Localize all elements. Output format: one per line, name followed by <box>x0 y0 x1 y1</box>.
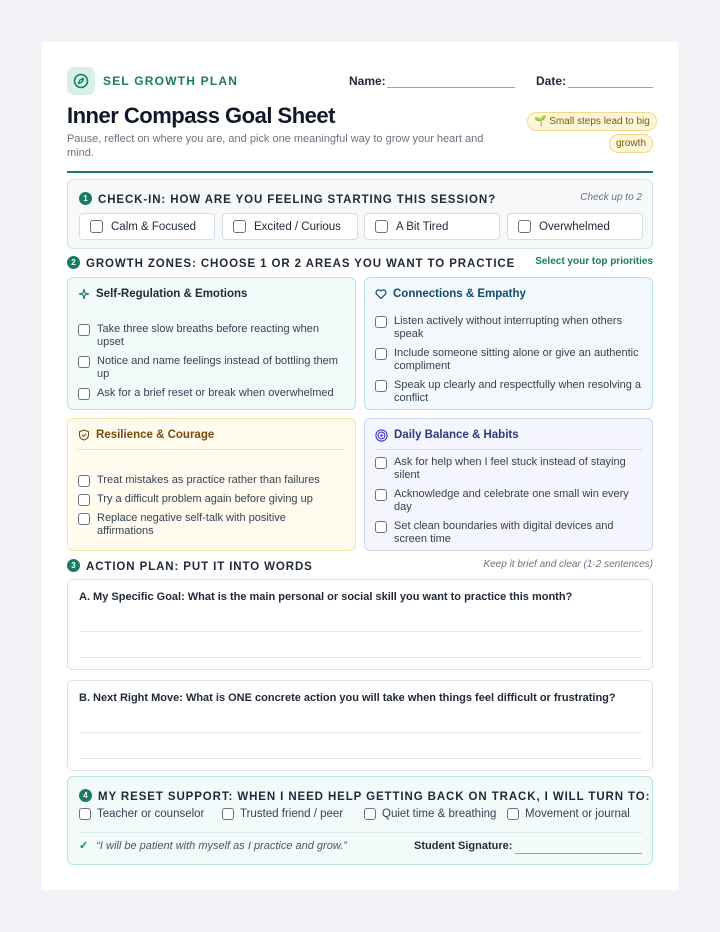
zone-item-label: Replace negative self-talk with positive affirmations <box>97 512 286 537</box>
zone-item[interactable] <box>375 520 642 546</box>
zone-title: Connections & Empathy <box>393 288 526 300</box>
page-title: Inner Compass Goal Sheet <box>67 103 335 128</box>
zone-item-label: Treat mistakes as practice rather than failures <box>97 474 320 486</box>
checkbox[interactable] <box>222 808 234 820</box>
support-option[interactable] <box>79 808 204 820</box>
zone-item[interactable] <box>78 474 345 487</box>
zone-resilience <box>67 418 356 551</box>
tagline-badge <box>527 111 653 155</box>
section-number: 4 <box>79 789 92 802</box>
checkbox[interactable] <box>78 388 90 400</box>
checkbox[interactable] <box>375 220 388 233</box>
zone-daily-balance <box>364 418 653 551</box>
checkbox[interactable] <box>78 475 90 487</box>
zone-item[interactable] <box>375 315 642 341</box>
action-plan-title: ACTION PLAN: PUT IT INTO WORDS <box>86 561 313 573</box>
checkbox[interactable] <box>375 521 387 533</box>
zone-divider <box>375 308 642 309</box>
worksheet-content <box>67 67 653 852</box>
mood-option-label: Excited / Curious <box>254 220 341 233</box>
worksheet-page <box>42 42 678 890</box>
checkin-title: CHECK-IN: HOW ARE YOU FEELING STARTING THIS SESSION? <box>98 194 496 206</box>
zone-item[interactable] <box>78 355 345 381</box>
action-plan-hint: Keep it brief and clear (1-2 sentences) <box>483 559 653 570</box>
support-option-label: Teacher or counselor <box>97 808 205 820</box>
zone-item[interactable] <box>78 387 345 400</box>
checkbox[interactable] <box>78 356 90 368</box>
zone-title: Self-Regulation & Emotions <box>96 288 248 300</box>
checkbox[interactable] <box>375 457 387 469</box>
reset-support-section <box>67 776 653 865</box>
zone-item[interactable] <box>375 488 642 514</box>
checkbox[interactable] <box>233 220 246 233</box>
checkbox[interactable] <box>78 494 90 506</box>
answer-line[interactable] <box>79 732 642 733</box>
heart-icon <box>375 288 387 300</box>
zone-divider <box>375 449 642 450</box>
goal-question-box <box>67 579 653 670</box>
zone-item-label: Include someone sitting alone or give an authentic compliment <box>394 347 639 372</box>
reset-support-title: MY RESET SUPPORT: WHEN I NEED HELP GETTING BACK ON TRACK, I WILL TURN TO: <box>98 791 651 803</box>
mood-option-label: Overwhelmed <box>539 220 610 233</box>
section-number: 2 <box>67 256 80 269</box>
zone-connections <box>364 277 653 410</box>
zone-item-label: Ask for help when I feel stuck instead of staying silent <box>394 456 626 481</box>
answer-line[interactable] <box>79 657 642 658</box>
zone-item[interactable] <box>78 493 345 506</box>
zone-divider <box>78 308 345 309</box>
compass-icon <box>67 67 95 95</box>
signature-field[interactable] <box>515 853 642 854</box>
mood-option[interactable] <box>507 213 643 240</box>
support-option[interactable] <box>364 808 496 820</box>
zone-title: Resilience & Courage <box>96 429 215 441</box>
zone-item-label: Notice and name feelings instead of bottling them up <box>97 355 338 380</box>
zone-item-label: Try a difficult problem again before giving up <box>97 493 313 505</box>
next-move-question-box <box>67 680 653 771</box>
zone-divider <box>78 449 345 450</box>
brand-label: SEL GROWTH PLAN <box>103 74 239 88</box>
growth-zones-hint: Select your top priorities <box>535 256 653 267</box>
header-bar <box>67 67 653 95</box>
goal-question: A. My Specific Goal: What is the main personal or social skill you want to practice this month? <box>79 591 573 603</box>
zone-item-label: Ask for a brief reset or break when overwhelmed <box>97 387 334 399</box>
mood-option[interactable] <box>364 213 500 240</box>
zone-item-label: Speak up clearly and respectfully when resolving a conflict <box>394 379 642 404</box>
mood-option-label: A Bit Tired <box>396 220 449 233</box>
support-option[interactable] <box>507 808 630 820</box>
zone-item[interactable] <box>78 323 345 349</box>
checkbox[interactable] <box>507 808 519 820</box>
action-plan-heading <box>67 557 653 573</box>
mood-option-label: Calm & Focused <box>111 220 197 233</box>
target-icon <box>375 429 388 442</box>
zone-item[interactable] <box>78 512 345 538</box>
zone-item[interactable] <box>375 379 642 405</box>
support-option-label: Quiet time & breathing <box>382 808 497 820</box>
check-icon: ✓ <box>79 840 89 852</box>
checkbox[interactable] <box>375 348 387 360</box>
page-subtitle: Pause, reflect on where you are, and pick one meaningful way to grow your heart and mind. <box>67 133 484 159</box>
header-divider <box>67 171 653 173</box>
checkbox[interactable] <box>518 220 531 233</box>
date-field[interactable] <box>568 87 653 88</box>
section-number: 3 <box>67 559 80 572</box>
sparkle-icon <box>78 288 90 300</box>
affirmation-text: “I will be patient with myself as I practice and grow.” <box>96 839 347 852</box>
mood-option[interactable] <box>79 213 215 240</box>
checkbox[interactable] <box>375 316 387 328</box>
answer-line[interactable] <box>79 631 642 632</box>
checkin-section <box>67 179 653 249</box>
checkbox[interactable] <box>78 324 90 336</box>
checkin-heading <box>79 190 496 208</box>
checkbox[interactable] <box>364 808 376 820</box>
zone-item-label: Acknowledge and celebrate one small win every day <box>394 488 629 513</box>
section-number: 1 <box>79 192 92 205</box>
reset-support-heading <box>79 787 650 805</box>
checkbox[interactable] <box>90 220 103 233</box>
affirmation <box>79 839 347 852</box>
zone-item-label: Set clean boundaries with digital devices and screen time <box>394 520 614 545</box>
date-label: Date: <box>536 74 567 88</box>
next-move-question: B. Next Right Move: What is ONE concrete action you will take when things feel difficult or frustrating? <box>79 692 616 704</box>
support-option-label: Movement or journal <box>525 808 630 820</box>
checkbox[interactable] <box>78 513 90 525</box>
growth-zones-title: GROWTH ZONES: CHOOSE 1 OR 2 AREAS YOU WANT TO PRACTICE <box>86 258 516 270</box>
tagline-text: 🌱 Small steps lead to big growth <box>527 112 657 153</box>
checkbox[interactable] <box>375 380 387 392</box>
checkin-hint: Check up to 2 <box>580 192 642 203</box>
zone-item[interactable] <box>375 456 642 482</box>
signature-label: Student Signature: <box>414 840 513 852</box>
shield-icon <box>78 429 90 441</box>
reset-divider <box>79 832 642 833</box>
support-option[interactable] <box>222 808 343 820</box>
checkbox[interactable] <box>79 808 91 820</box>
answer-line[interactable] <box>79 758 642 759</box>
name-field[interactable] <box>387 87 515 88</box>
growth-zones-heading <box>67 254 653 270</box>
zone-self-regulation <box>67 277 356 410</box>
zone-item-label: Take three slow breaths before reacting when upset <box>97 323 319 348</box>
zone-title: Daily Balance & Habits <box>394 429 519 441</box>
support-option-label: Trusted friend / peer <box>240 808 344 820</box>
name-label: Name: <box>349 74 386 88</box>
mood-option[interactable] <box>222 213 358 240</box>
checkbox[interactable] <box>375 489 387 501</box>
zone-item-label: Listen actively without interrupting when others speak <box>394 315 623 340</box>
zone-item[interactable] <box>375 347 642 373</box>
